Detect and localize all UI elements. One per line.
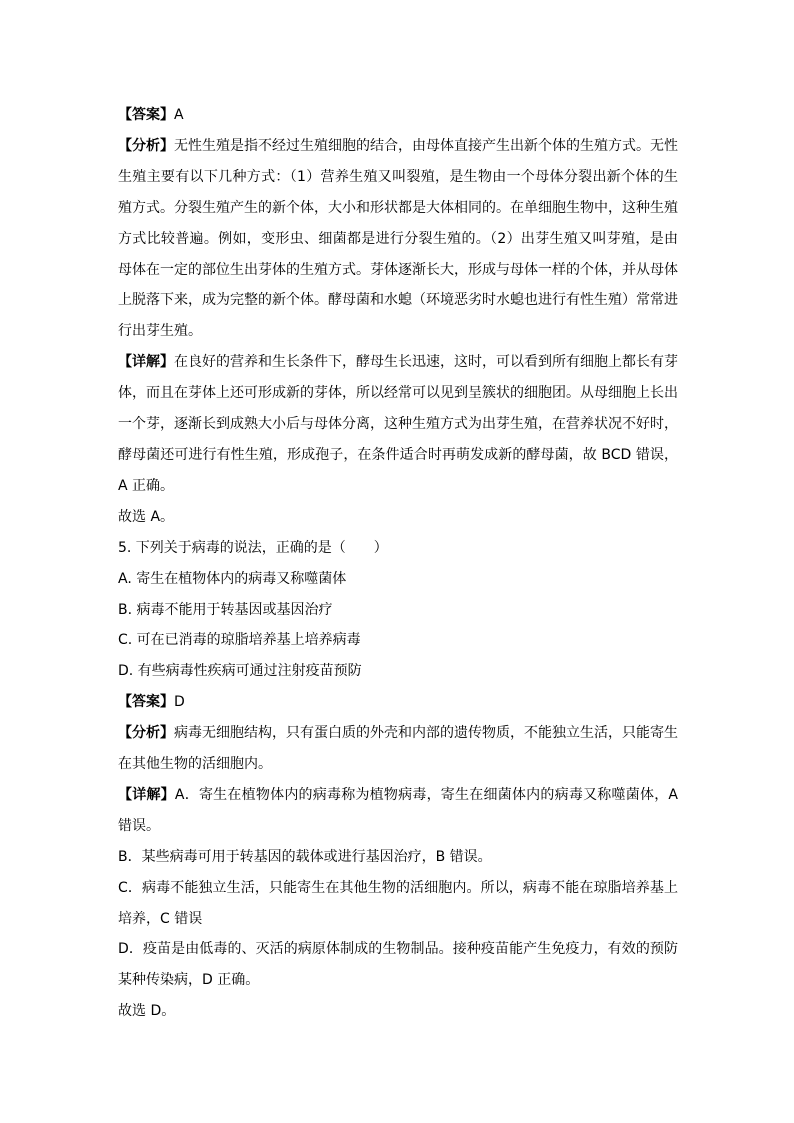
q5-stem: 5. 下列关于病毒的说法，正确的是（ ）	[118, 539, 388, 556]
q4-detail-paragraph	[118, 347, 678, 502]
q5-conclusion: 故选 D。	[118, 1003, 176, 1020]
detail-tag: 【详解】	[118, 354, 174, 371]
q4-conclusion: 故选 A。	[118, 508, 175, 525]
document-body	[118, 100, 678, 1027]
detail-tag: 【详解】	[118, 786, 175, 803]
analysis-tag: 【分析】	[118, 725, 174, 742]
answer-value: D	[174, 694, 185, 711]
analysis-tag: 【分析】	[118, 137, 174, 154]
answer-tag: 【答案】	[118, 694, 174, 711]
answer-tag: 【答案】	[118, 107, 174, 123]
q5-detail-d: D．疫苗是由低毒的、灭活的病原体制成的生物制品。接种疫苗能产生免疫力，有效的预防某种传染病，D 正确。	[118, 941, 678, 989]
detail-a-text: A．寄生在植物体内的病毒称为植物病毒，寄生在细菌体内的病毒又称噬菌体，A 错误。	[118, 786, 679, 834]
q5-option-b: B. 病毒不能用于转基因或基因治疗	[118, 601, 333, 618]
q5-option-a: A. 寄生在植物体内的病毒又称噬菌体	[118, 570, 347, 587]
q5-detail-paragraph	[118, 780, 678, 842]
q5-analysis-paragraph	[118, 718, 678, 780]
q4-analysis-paragraph	[118, 131, 678, 347]
analysis-text: 无性生殖是指不经过生殖细胞的结合，由母体直接产生出新个体的生殖方式。无性生殖主要有以下几种方式：（1）营养生殖又叫裂殖，是生物由一个母体分裂出新个体的生殖方式。分裂生殖产生的新个体，大小和形状都是大体相同的。在单细胞生物中，这种生殖方式比较普遍。例如，变形虫、细菌都是进行分裂生殖的。（2）出芽生殖又叫芽殖，是由母体在一定的部位生出芽体的生殖方式。芽体逐渐长大，形成与母体一样的个体，并从母体上脱落下来，成为完整的新个体。酵母菌和水螅（环境恶劣时水螅也进行有性生殖）常常进行出芽生殖。	[118, 137, 678, 340]
q5-detail-b: B．某些病毒可用于转基因的载体或进行基因治疗，B 错误。	[118, 848, 492, 865]
answer-value: A	[174, 107, 184, 123]
q5-option-c: C. 可在已消毒的琼脂培养基上培养病毒	[118, 632, 361, 649]
q5-detail-c: C．病毒不能独立生活，只能寄生在其他生物的活细胞内。所以，病毒不能在琼脂培养基上培养，C 错误	[118, 879, 678, 927]
q5-option-d: D. 有些病毒性疾病可通过注射疫苗预防	[118, 663, 362, 680]
detail-text: 在良好的营养和生长条件下，酵母生长迅速，这时，可以看到所有细胞上都长有芽体，而且在芽体上还可形成新的芽体，所以经常可以见到呈簇状的细胞团。从母细胞上长出一个芽，逐渐长到成熟大小后与母体分离，这种生殖方式为出芽生殖，在营养状况不好时，酵母菌还可进行有性生殖，形成孢子，在条件适合时再萌发成新的酵母菌，故 BCD 错误，A 正确。	[118, 354, 678, 494]
analysis-text: 病毒无细胞结构，只有蛋白质的外壳和内部的遗传物质，不能独立生活，只能寄生在其他生物的活细胞内。	[118, 725, 678, 773]
q4-answer-line	[118, 100, 678, 131]
q5-answer-line	[118, 687, 678, 718]
